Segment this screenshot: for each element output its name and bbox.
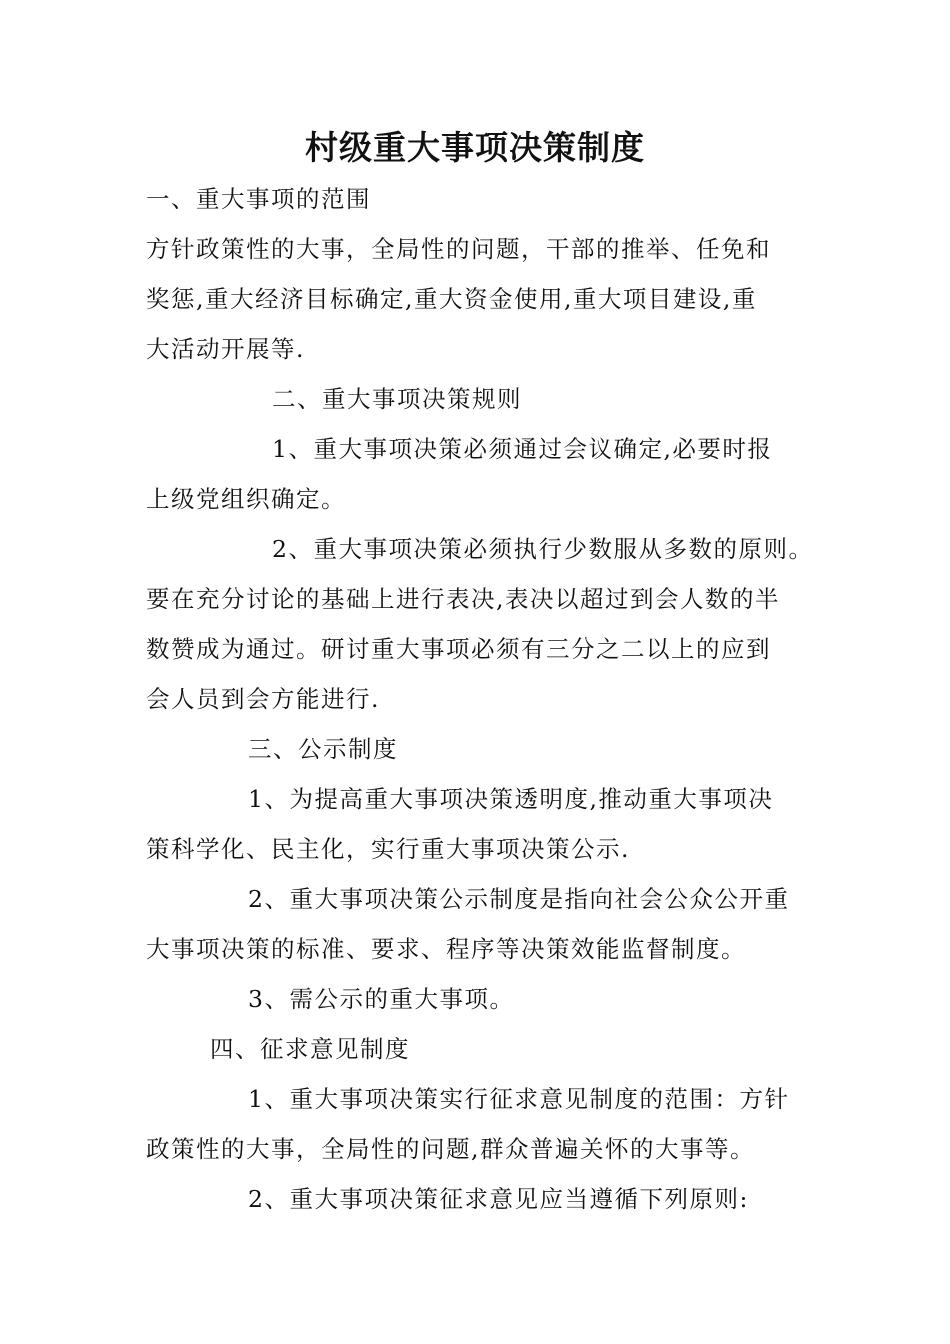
body-line: 大事项决策的标准、要求、程序等决策效能监督制度。 bbox=[146, 935, 746, 963]
body-line: 会人员到会方能进行. bbox=[146, 685, 380, 713]
body-line: 大活动开展等. bbox=[146, 335, 305, 363]
body-line: 2、重大事项决策公示制度是指向社会公众公开重 bbox=[248, 885, 790, 913]
body-line: 政策性的大事，全局性的问题,群众普遍关怀的大事等。 bbox=[146, 1135, 755, 1163]
body-line: 要在充分讨论的基础上进行表决,表决以超过到会人数的半 bbox=[146, 585, 780, 613]
body-line: 3、需公示的重大事项。 bbox=[248, 985, 515, 1013]
body-line: 奖惩,重大经济目标确定,重大资金使用,重大项目建设,重 bbox=[146, 285, 757, 313]
body-line: 数赞成为通过。研讨重大事项必须有三分之二以上的应到 bbox=[146, 635, 771, 663]
section-heading: 三、公示制度 bbox=[248, 735, 398, 763]
body-line: 1、重大事项决策实行征求意见制度的范围：方针 bbox=[248, 1085, 790, 1113]
body-line: 策科学化、民主化，实行重大事项决策公示. bbox=[146, 835, 630, 863]
body-line: 2、重大事项决策征求意见应当遵循下列原则: bbox=[248, 1185, 749, 1213]
body-line: 2、重大事项决策必须执行少数服从多数的原则。 bbox=[272, 535, 814, 563]
body-line: 上级党组织确定。 bbox=[146, 485, 346, 513]
body-line: 1、为提高重大事项决策透明度,推动重大事项决 bbox=[248, 785, 774, 813]
section-heading: 二、重大事项决策规则 bbox=[272, 385, 522, 413]
section-heading: 一、重大事项的范围 bbox=[146, 185, 371, 213]
body-line: 1、重大事项决策必须通过会议确定,必要时报 bbox=[272, 435, 773, 463]
body-line: 方针政策性的大事，全局性的问题，干部的推举、任免和 bbox=[146, 235, 771, 263]
section-heading: 四、征求意见制度 bbox=[210, 1035, 410, 1063]
document-title: 村级重大事项决策制度 bbox=[305, 128, 645, 167]
